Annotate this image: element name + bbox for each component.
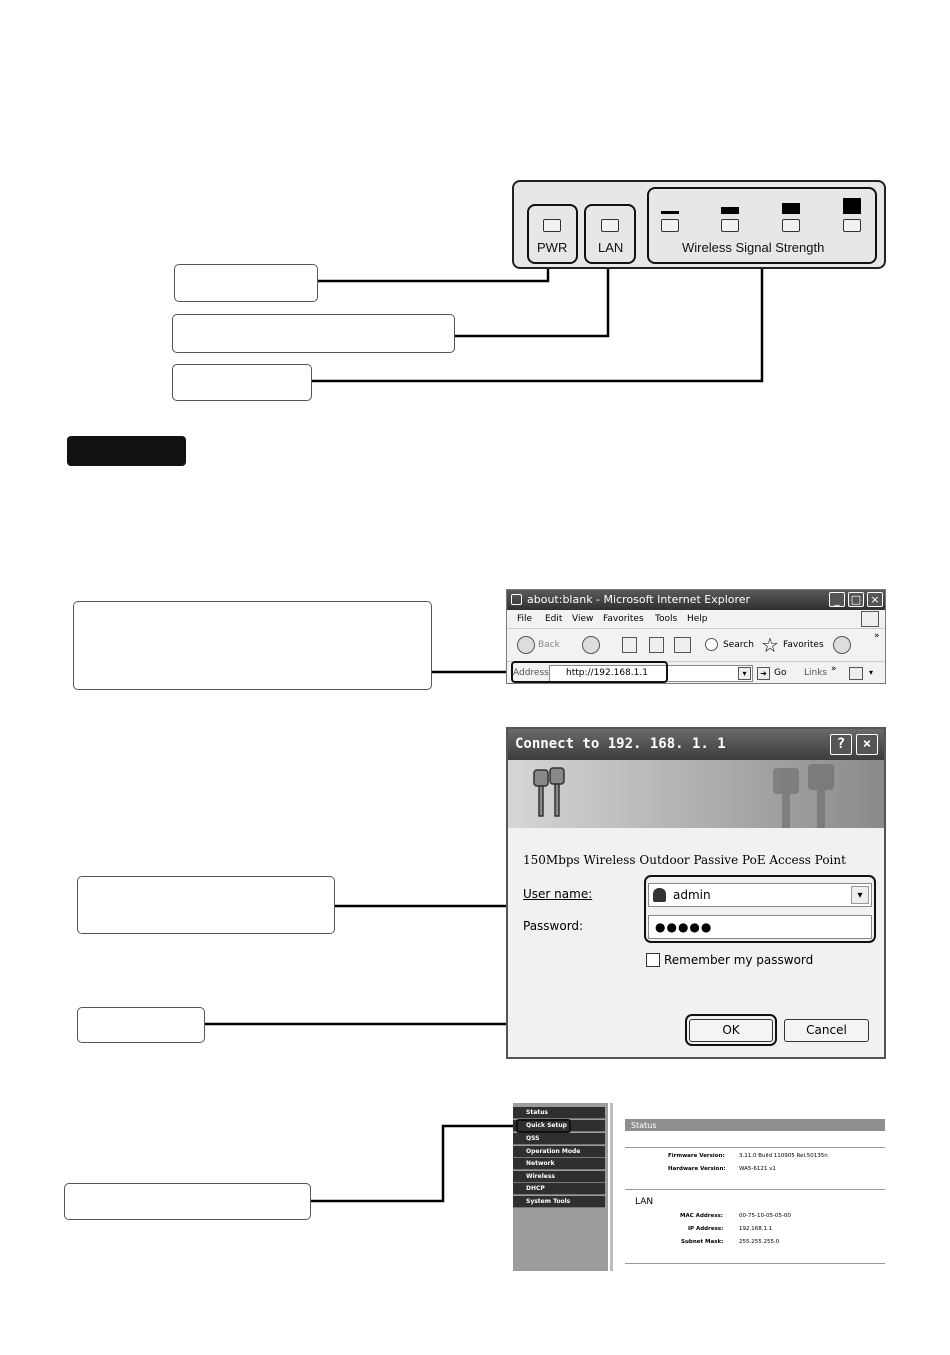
menu-favorites[interactable]: Favorites [603,614,644,624]
close-button[interactable]: × [867,592,883,607]
dialog-title: Connect to 192. 168. 1. 1 [515,736,726,752]
sidebar-item-quick-setup[interactable]: Quick Setup [513,1120,605,1132]
ok-label: OK [722,1023,740,1037]
windows-logo-icon [861,611,879,627]
lan-led-group [584,204,636,264]
remember-label[interactable]: Remember my password [664,953,814,967]
help-button[interactable]: ? [830,734,852,755]
star-icon[interactable]: ☆ [761,633,779,657]
sidebar-item-operation-mode[interactable]: Operation Mode [513,1146,605,1158]
status-heading: Status [631,1121,657,1130]
extension-icon[interactable] [849,667,863,680]
lan-heading: LAN [635,1197,654,1207]
cancel-label: Cancel [806,1023,847,1037]
toolbar-overflow-icon[interactable]: » [874,631,880,641]
links-overflow-icon[interactable]: » [831,664,837,674]
wireless-callout [172,364,312,401]
address-highlight [511,661,668,683]
minimize-button[interactable]: _ [829,592,845,607]
mac-label: MAC Address: [680,1213,724,1219]
menu-tools[interactable]: Tools [655,614,678,624]
browser-callout [73,601,432,690]
keys-icon [526,764,586,824]
divider [625,1189,885,1190]
login-dialog [506,727,886,1059]
browser-toolbar [507,628,886,661]
search-label[interactable]: Search [723,640,754,650]
signal-bar-4 [843,198,861,214]
address-dropdown-icon[interactable]: ▾ [738,667,751,680]
ok-highlight [685,1014,777,1046]
signal-led-4 [843,219,861,232]
sidebar-item-dhcp[interactable]: DHCP [513,1183,605,1195]
wireless-label: Wireless Signal Strength [682,240,825,255]
status-sidebar [513,1103,608,1271]
status-page [513,1103,885,1271]
search-icon[interactable] [705,638,718,651]
links-label[interactable]: Links [804,668,828,678]
forward-arrow-icon[interactable] [582,636,600,654]
ok-callout [77,1007,205,1043]
dialog-product-name: 150Mbps Wireless Outdoor Passive PoE Access Point [523,853,846,867]
signal-bar-2 [721,207,739,214]
stop-icon[interactable] [622,637,637,653]
led-panel [512,180,886,269]
username-value: admin [673,888,711,902]
hardware-label: Hardware Version: [668,1166,726,1172]
sidebar-item-network[interactable]: Network [513,1158,605,1170]
extension-dropdown-icon[interactable]: ▾ [869,668,874,677]
favorites-label[interactable]: Favorites [783,640,824,650]
keys-watermark-icon [758,760,868,828]
username-dropdown-icon[interactable]: ▾ [851,886,869,904]
sidebar-item-status[interactable]: Status [513,1107,605,1119]
hardware-value: WA5-6121 v1 [739,1166,776,1172]
firmware-value: 3.11.0 Build 110905 Rel.50135n [739,1153,828,1159]
firmware-label: Firmware Version: [668,1153,725,1159]
signal-bar-3 [782,203,800,214]
ip-value: 192.168.1.1 [739,1226,773,1232]
mac-value: 00-75-10-05-05-00 [739,1213,791,1219]
pwr-led [543,219,561,232]
sidebar-item-wireless[interactable]: Wireless [513,1171,605,1183]
home-icon[interactable] [674,637,691,653]
credentials-highlight [644,875,876,943]
dialog-close-button[interactable]: × [856,734,878,755]
browser-menubar [507,610,886,628]
lan-connector-line [455,262,608,336]
ie-icon [511,594,522,605]
menu-file[interactable]: File [517,614,533,624]
login-callout [77,876,335,934]
menu-help[interactable]: Help [687,614,708,624]
browser-title: about:blank - Microsoft Internet Explorer [527,593,751,606]
browser-titlebar [507,590,886,610]
mask-label: Subnet Mask: [681,1239,724,1245]
mask-value: 255.255.255.0 [739,1239,780,1245]
refresh-icon[interactable] [649,637,664,653]
divider [625,1147,885,1148]
lan-callout [172,314,455,353]
sidebar-item-system-tools[interactable]: System Tools [513,1196,605,1208]
lan-led [601,219,619,232]
password-value: ●●●●● [655,920,713,934]
menu-view[interactable]: View [572,614,594,624]
history-icon[interactable] [833,636,851,654]
status-main [610,1103,885,1271]
section-tab [67,436,186,466]
ip-label: IP Address: [688,1226,724,1232]
remember-checkbox[interactable] [646,953,660,967]
pwr-led-group [527,204,578,264]
password-label: Password: [523,919,584,933]
go-label[interactable]: Go [774,668,787,678]
username-label: User name: [523,887,593,901]
wireless-led-group [647,187,877,264]
lan-label: LAN [598,240,624,255]
quick-setup-highlight [516,1119,571,1133]
signal-led-3 [782,219,800,232]
signal-led-2 [721,219,739,232]
address-label: Address [513,668,549,678]
cancel-button[interactable] [784,1019,869,1042]
signal-led-1 [661,219,679,232]
maximize-button[interactable]: □ [848,592,864,607]
menu-edit[interactable]: Edit [545,614,563,624]
address-value: http://192.168.1.1 [566,668,648,678]
signal-bar-1 [661,211,679,214]
pwr-label: PWR [537,240,568,255]
back-label[interactable]: Back [538,640,560,650]
pwr-callout [174,264,318,302]
quick-setup-connector-line [311,1126,516,1201]
divider [625,1263,885,1264]
keys-banner [508,760,884,828]
sidebar-item-qss[interactable]: QSS [513,1133,605,1145]
status-heading-bar [625,1119,885,1131]
quick-setup-callout [64,1183,311,1220]
back-arrow-icon[interactable] [517,636,535,654]
dialog-titlebar [508,729,884,760]
go-arrow-icon[interactable]: ➜ [757,667,770,680]
